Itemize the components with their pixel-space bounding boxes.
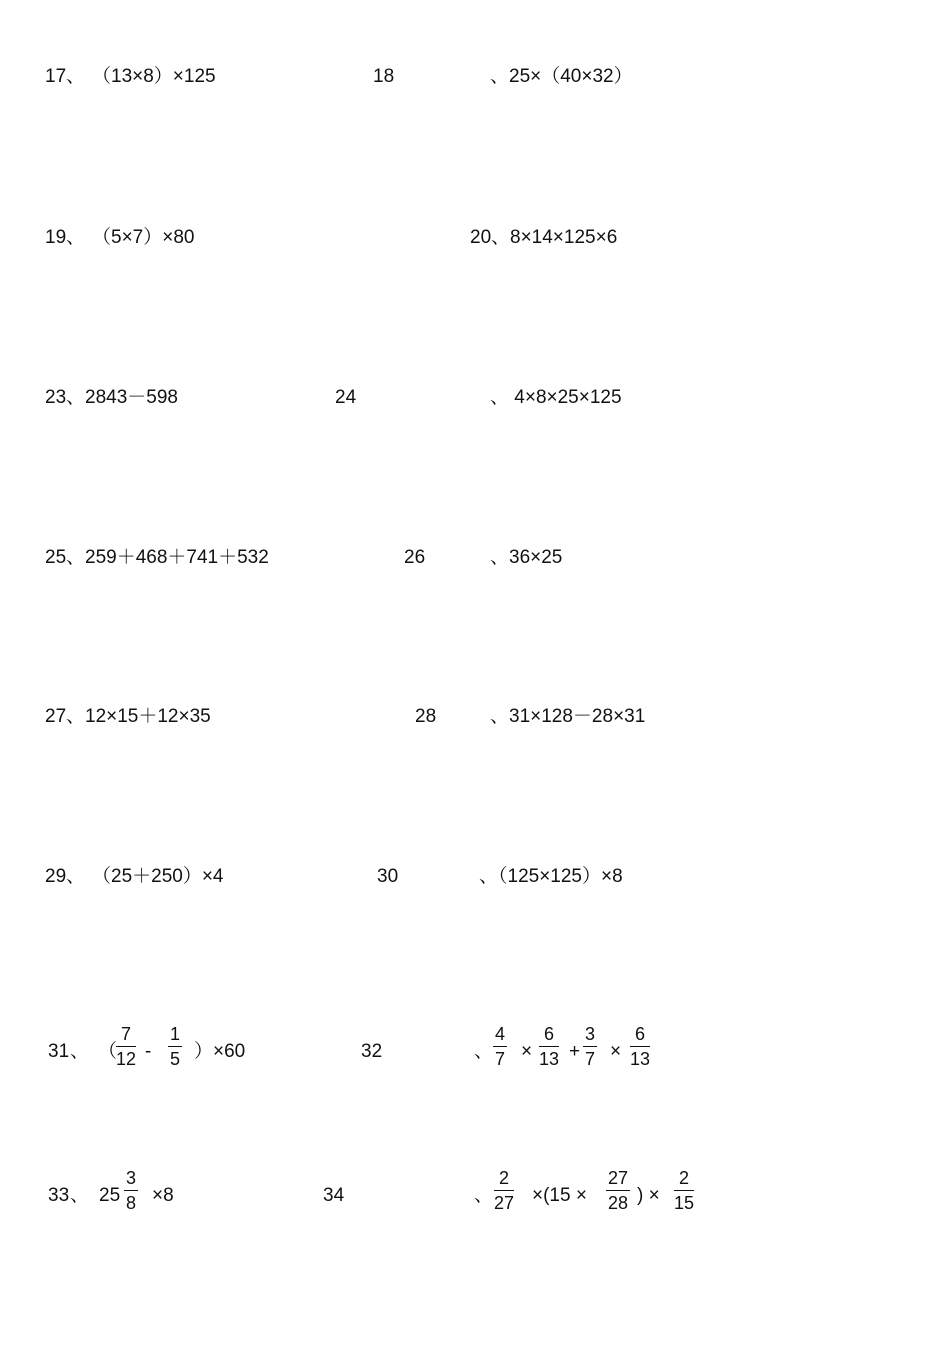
problem-32-fraction-1	[493, 1025, 507, 1068]
problem-32-plus: +	[569, 1041, 581, 1062]
problem-31-separator: 、	[70, 1041, 90, 1062]
problem-31-number: 31	[48, 1041, 70, 1062]
problem-30-expression: 、（125×125）×8	[479, 866, 623, 887]
problem-32-times-2: ×	[610, 1041, 622, 1062]
problem-31-minus: -	[145, 1041, 152, 1062]
problem-17-separator: 、	[66, 66, 86, 87]
problem-31-open-paren: （	[98, 1041, 118, 1062]
problem-34-fraction-1	[494, 1169, 514, 1212]
problem-28-number: 28	[415, 706, 437, 727]
problem-32-fraction-3	[583, 1025, 597, 1068]
fraction-numerator: 1	[168, 1025, 182, 1047]
problem-19-number: 19	[45, 227, 67, 248]
problem-32-number: 32	[361, 1041, 383, 1062]
fraction-denominator: 12	[116, 1049, 137, 1069]
problem-28-expression: 、31×128－28×31	[490, 706, 646, 727]
problem-24-expression: 、 4×8×25×125	[490, 387, 622, 408]
fraction-numerator: 6	[630, 1025, 650, 1047]
fraction-numerator: 2	[494, 1169, 514, 1191]
fraction-numerator: 3	[583, 1025, 597, 1047]
problem-25-expression: 、259＋468＋741＋532	[66, 547, 269, 568]
problem-32-separator: 、	[474, 1041, 494, 1062]
fraction-denominator: 15	[674, 1193, 695, 1213]
problem-19-separator: 、	[66, 227, 86, 248]
problem-27-expression: 、12×15＋12×35	[66, 706, 211, 727]
problem-32-times-1: ×	[521, 1041, 533, 1062]
problem-20-expression: 、8×14×125×6	[491, 227, 618, 248]
problem-18-number: 18	[373, 66, 395, 87]
problem-33-tail: ×8	[152, 1185, 174, 1206]
fraction-numerator: 4	[493, 1025, 507, 1047]
problem-33-fraction	[124, 1169, 138, 1212]
problem-34-fraction-3	[674, 1169, 694, 1212]
problem-17-expression: （13×8）×125	[92, 66, 216, 87]
problem-31-fraction-1	[116, 1025, 136, 1068]
problem-29-separator: 、	[66, 866, 86, 887]
fraction-denominator: 27	[494, 1193, 515, 1213]
fraction-numerator: 7	[116, 1025, 136, 1047]
problem-33-number: 33	[48, 1185, 70, 1206]
problem-34-close: ) ×	[637, 1185, 660, 1206]
problem-34-number: 34	[323, 1185, 345, 1206]
problem-32-fraction-2	[539, 1025, 559, 1068]
fraction-denominator: 8	[126, 1193, 137, 1213]
fraction-denominator: 13	[539, 1049, 560, 1069]
problem-25-number: 25	[45, 547, 67, 568]
problem-30-number: 30	[377, 866, 399, 887]
fraction-denominator: 28	[608, 1193, 629, 1213]
problem-24-number: 24	[335, 387, 357, 408]
problem-32-fraction-4	[630, 1025, 650, 1068]
problem-17-number: 17	[45, 66, 67, 87]
problem-31-tail: ）×60	[194, 1041, 246, 1062]
fraction-denominator: 7	[495, 1049, 506, 1069]
problem-23-expression: 、2843－598	[66, 387, 178, 408]
problem-26-expression: 、36×25	[490, 547, 563, 568]
problem-29-number: 29	[45, 866, 67, 887]
problem-23-number: 23	[45, 387, 67, 408]
problem-31-fraction-2	[168, 1025, 182, 1068]
fraction-numerator: 3	[124, 1169, 138, 1191]
fraction-numerator: 2	[674, 1169, 694, 1191]
problem-34-fraction-2	[606, 1169, 630, 1212]
problem-26-number: 26	[404, 547, 426, 568]
fraction-denominator: 5	[170, 1049, 181, 1069]
problem-19-expression: （5×7）×80	[92, 227, 195, 248]
problem-34-middle: ×(15 ×	[532, 1185, 587, 1206]
problem-33-whole: 25	[99, 1185, 121, 1206]
fraction-denominator: 13	[630, 1049, 651, 1069]
fraction-numerator: 27	[606, 1169, 630, 1191]
problem-33-separator: 、	[70, 1185, 90, 1206]
problem-27-number: 27	[45, 706, 67, 727]
problem-18-expression: 、25×（40×32）	[490, 66, 633, 87]
problem-20-number: 20	[470, 227, 492, 248]
fraction-numerator: 6	[539, 1025, 559, 1047]
problem-34-separator: 、	[474, 1185, 494, 1206]
problem-29-expression: （25＋250）×4	[92, 866, 224, 887]
fraction-denominator: 7	[585, 1049, 596, 1069]
